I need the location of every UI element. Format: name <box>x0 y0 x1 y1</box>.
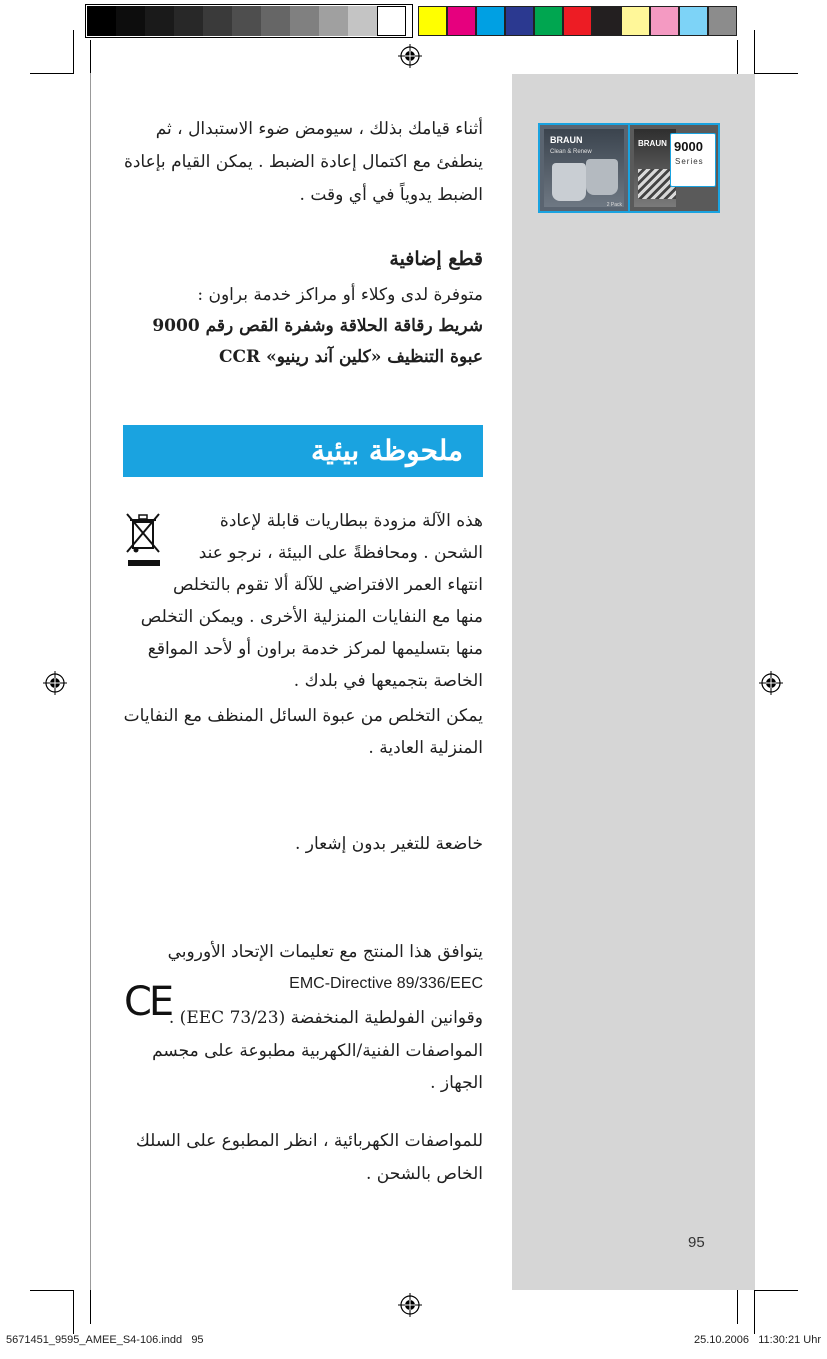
shaver-series: Series <box>675 157 704 166</box>
ce-line: وقوانين الفولطية المنخفضة (73/23 EEC) . <box>168 1008 483 1028</box>
intro-line: ينطفئ مع اكتمال إعادة الضبط . يمكن القيام بإعادة <box>123 152 483 172</box>
color-swatch <box>592 6 621 36</box>
cleaning-cartridge-image <box>538 123 630 213</box>
env-line: هذه الآلة مزودة ببطاريات قابلة لإعادة <box>219 511 483 531</box>
sidebar-panel <box>512 74 755 1290</box>
crop-mark <box>737 1290 738 1324</box>
shaver-foil-image <box>628 123 720 213</box>
cartridge-label: Clean & Renew <box>550 149 592 155</box>
ce-line: EMC-Directive 89/336/EEC <box>289 975 483 992</box>
crossed-bin-icon <box>124 510 164 570</box>
accessories-title: قطع إضافية <box>389 248 483 270</box>
intro-line: الضبط يدوياً في أي وقت . <box>299 185 483 205</box>
crop-mark <box>754 1290 755 1334</box>
color-swatch <box>679 6 708 36</box>
ce-line: يتوافق هذا المنتج مع تعليمات الإتحاد الأوروبي <box>167 942 483 962</box>
crop-mark <box>73 30 74 74</box>
accessories-line: متوفرة لدى وكلاء أو مراكز خدمة براون : <box>197 285 483 305</box>
env-line: الخاصة بتجميعها في بلدك . <box>293 671 483 691</box>
footer-timestamp: 25.10.2006 11:30:21 Uhr <box>693 1334 821 1346</box>
color-swatch <box>563 6 592 36</box>
accessories-line: شريط رقاقة الحلاقة وشفرة القص رقم 9000 <box>152 316 483 336</box>
env-line: الشحن . ومحافظةً على البيئة ، نرجو عند <box>198 543 483 563</box>
env-heading-box <box>123 425 483 477</box>
color-swatch <box>708 6 737 36</box>
color-swatch <box>650 6 679 36</box>
crop-mark <box>90 73 91 1290</box>
accessories-line: عبوة التنظيف «كلين آند رينيو» CCR <box>219 347 483 367</box>
env-line: منها بتسليمها لمركز خدمة براون أو لأحد المواقع <box>147 639 483 659</box>
power-line: الخاص بالشحن . <box>366 1164 483 1184</box>
env-line: انتهاء العمر الافتراضي للآلة ألا تقوم بالتخلص <box>172 575 483 595</box>
shaver-model: 9000 <box>674 139 703 154</box>
color-swatch <box>505 6 534 36</box>
crop-mark <box>754 73 798 74</box>
crop-mark <box>73 1290 74 1334</box>
ce-line: المواصفات الفنية/الكهربية مطبوعة على مجسم <box>152 1041 483 1061</box>
cartridge-brand: BRAUN <box>550 135 583 145</box>
crop-mark <box>90 40 91 74</box>
crop-mark <box>754 30 755 74</box>
env-line: منها مع النفايات المنزلية الأخرى . ويمكن التخلص <box>140 607 483 627</box>
page-number: 95 <box>688 1234 705 1251</box>
cartridge-pack-label: 2 Pack <box>606 202 622 208</box>
crop-mark <box>90 1290 91 1324</box>
crop-mark <box>754 1290 798 1291</box>
crop-mark <box>30 73 74 74</box>
color-swatch <box>447 6 476 36</box>
color-swatch <box>418 6 447 36</box>
intro-line: أثناء قيامك بذلك ، سيومض ضوء الاستبدال ، ثم <box>155 119 483 139</box>
ce-line: الجهاز . <box>430 1073 483 1093</box>
color-bar-frame <box>85 4 413 38</box>
change-notice: خاضعة للتغير بدون إشعار . <box>294 834 483 854</box>
color-swatch <box>621 6 650 36</box>
env-line: يمكن التخلص من عبوة السائل المنظف مع النفايات <box>123 706 483 726</box>
crop-mark <box>30 1290 74 1291</box>
registration-mark-top <box>398 44 422 68</box>
footer-file-info: 5671451_9595_AMEE_S4-106.indd 95 <box>6 1334 204 1346</box>
cartridge-shape <box>552 163 586 201</box>
env-line: المنزلية العادية . <box>368 738 483 758</box>
crop-mark <box>737 40 738 74</box>
shaver-brand: BRAUN <box>638 139 667 148</box>
cartridge-shape <box>586 159 618 195</box>
registration-mark-right <box>759 671 783 695</box>
power-line: للمواصفات الكهربائية ، انظر المطبوع على السلك <box>135 1131 483 1151</box>
color-swatch <box>476 6 505 36</box>
registration-mark-bottom <box>398 1293 422 1317</box>
env-heading: ملحوظة بيئية <box>310 434 463 467</box>
ce-mark: CE <box>124 979 172 1025</box>
color-swatch <box>534 6 563 36</box>
registration-mark-left <box>43 671 67 695</box>
